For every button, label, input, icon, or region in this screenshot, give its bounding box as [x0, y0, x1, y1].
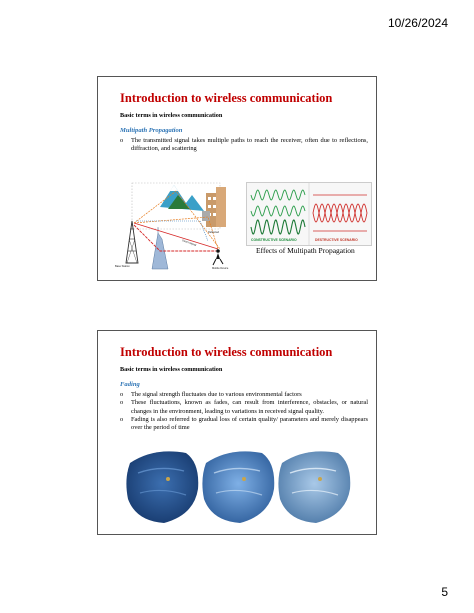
- bullet-list: [120, 137, 368, 154]
- slide-subtitle: Basic terms in wireless communication: [120, 112, 223, 119]
- bullet-item: o The transmitted signal takes multiple paths to reach the receiver, often due to reflections, diffraction, and scattering: [120, 137, 368, 154]
- jeans-faded-icon: [276, 443, 354, 525]
- bullet-list: [120, 391, 368, 432]
- interference-scenarios-image: [246, 182, 372, 246]
- jeans-dark-icon: [124, 443, 202, 525]
- bullet-item: o The signal strength fluctuates due to various environmental factors: [120, 391, 368, 399]
- faded-jeans-image: [124, 443, 352, 525]
- slide-subtitle: Basic terms in wireless communication: [120, 366, 223, 373]
- destructive-label: DESTRUCTIVE SCENARIO: [315, 238, 358, 242]
- mountain-icon: [160, 185, 204, 211]
- skyscraper-icon: [152, 227, 168, 269]
- slide-title: Introduction to wireless communication: [120, 91, 333, 105]
- header-date: 10/26/2024: [387, 16, 448, 30]
- figure-caption: Effects of Multipath Propagation: [256, 246, 355, 255]
- section-heading: Multipath Propagation: [120, 127, 183, 134]
- slide-title: Introduction to wireless communication: [120, 345, 333, 359]
- cell-tower-icon: [126, 221, 138, 263]
- bullet-item: o These fluctuations, known as fades, can result from interference, obstacles, or natural changes in the environment, leading to variations in received signal quality.: [120, 399, 368, 416]
- bullet-item: o Fading is also referred to gradual loss of certain quality/ parameters and merely disappears over the period of time: [120, 416, 368, 433]
- slide-thumbnail-2[interactable]: [97, 330, 377, 535]
- multipath-diagram: [112, 181, 244, 271]
- svg-text:Mobile Device: Mobile Device: [212, 267, 229, 270]
- mobile-user-icon: [213, 249, 223, 265]
- wave-interference-graphic: [247, 183, 371, 245]
- jeans-medium-icon: [200, 443, 278, 525]
- svg-text:Direct Signal: Direct Signal: [181, 239, 197, 247]
- building-icon: [202, 187, 226, 227]
- slide-thumbnail-1[interactable]: [97, 76, 377, 281]
- section-heading: Fading: [120, 381, 140, 388]
- page-number: 5: [441, 585, 448, 599]
- svg-text:Base Station: Base Station: [115, 265, 130, 268]
- constructive-label: CONSTRUCTIVE SCENARIO: [251, 238, 297, 242]
- svg-text:Reflected: Reflected: [208, 231, 219, 234]
